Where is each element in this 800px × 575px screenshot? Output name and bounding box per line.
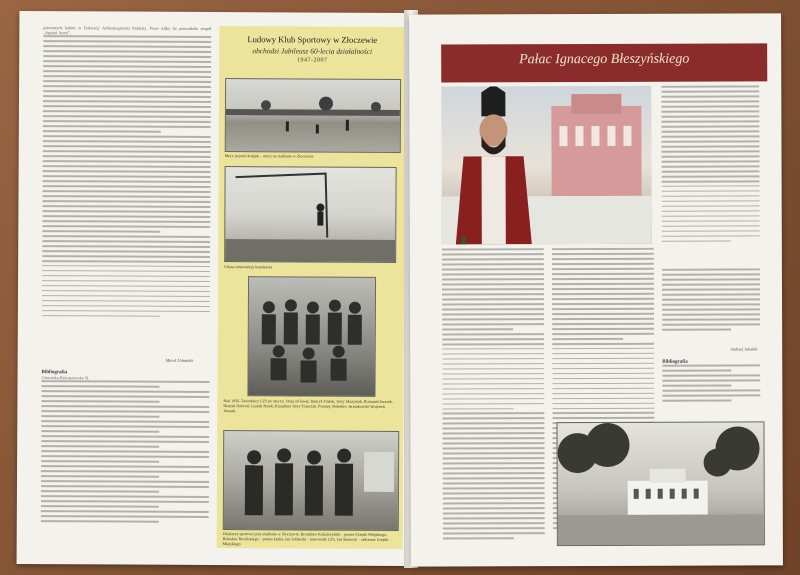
left-body-first-line: pierwszych kobiet w Federacji Archeologicznej Polskiej. Przez kilka lat prowadziła zespół „Szpital Arteri”.	[43, 25, 212, 36]
photo-officials-image	[224, 431, 399, 530]
right-col3-top	[661, 85, 760, 265]
left-author: Marek Urbański	[165, 357, 194, 363]
left-page	[17, 11, 412, 566]
photo-palace-man-image	[441, 86, 652, 245]
right-col3-mid	[662, 268, 760, 344]
right-bibliography-heading: Bibliografia	[662, 359, 688, 365]
palac-title: Pałac Ignacego Błeszyńskiego	[519, 51, 690, 68]
right-col1	[442, 248, 545, 558]
klub-years: 1947-2007	[296, 57, 328, 64]
klub-article-box	[217, 26, 406, 549]
photo-palace-man	[441, 86, 652, 245]
right-page	[409, 13, 783, 566]
caption-photo2: Udana interwencja bramkarza	[224, 264, 273, 270]
caption-photo4: Działacze sportowi przy stadionie w Złoczewie: Bronisław Kobalczyński – prezes Urzędu Miejskiego, Bolesław Rocińskiego – prezes klubu, Jan Sobierski – kierownik LZS, Jan Skórecki – sekretarz Urzędu Miejskiego	[222, 531, 389, 547]
photo-goalkeeper	[224, 166, 397, 263]
klub-subtitle: obchodzi Jubileusz 60-lecia działalności	[252, 46, 373, 56]
left-body-text	[42, 25, 212, 356]
bibliography-heading: Bibliografia	[41, 370, 68, 376]
left-bibliography	[41, 369, 210, 550]
photo-team-1956	[247, 276, 376, 397]
right-bibliography	[662, 358, 760, 418]
photo-palace-old-image	[557, 422, 763, 545]
photo-officials	[223, 430, 400, 531]
photo-goalkeeper-image	[225, 167, 395, 262]
photo-palace-old	[556, 421, 764, 546]
left-body-lines	[42, 36, 211, 318]
photo-football-match	[225, 78, 401, 153]
right-author: Andrzej Jakubik	[730, 346, 758, 352]
caption-photo1: Mecz na polu kolejek – mecz na stadionie w Złoczewie	[224, 153, 314, 159]
photo-team-image	[248, 277, 375, 396]
caption-photo3: Rok 1956. Zawodnicy LZS po meczu. Stoją od lewej: Henryk Ulatek, Jerzy Skrzyniak, Romuald Jurasek, Henryk Dziwoń, Leszek Barek, Klaudiusz Jerzy Tomczak. Poniżej: Bolesław Jermakowski Wojciech Jurasek.	[223, 398, 393, 414]
palac-banner	[441, 43, 767, 82]
klub-title: Ludowy Klub Sportowy w Złoczewie	[247, 34, 378, 45]
photo-football-match-image	[226, 79, 400, 152]
bibliography-first-entry: Głowacka-Pietraszewska B.	[41, 375, 90, 381]
bibliography-lines	[41, 381, 210, 523]
